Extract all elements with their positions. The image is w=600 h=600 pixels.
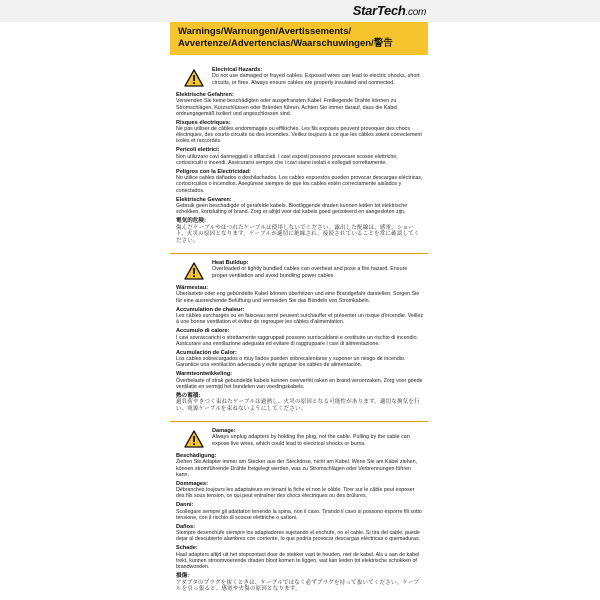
language-block [176, 453, 424, 478]
lead-text: Do not use damaged or frayed cables. Exposed wires can lead to electric shocks, short circuits, or fires. Always ensure cables are properly insulated and connected. [212, 73, 420, 86]
header-line-1: Warnings/Warnungen/Avertissements/ [178, 26, 352, 37]
language-block [176, 393, 424, 413]
block-title: Elektrische Gevaren: [176, 196, 232, 203]
top-bar [0, 0, 600, 22]
language-block [176, 545, 424, 570]
block-text: Ziehen Sie Adapter immer am Stecker aus der Steckdose, nicht am Kabel. Wenn Sie am Kabel ziehen, können stromführende Drähte freigelegt werden, was zu Stromschlägen oder Verbrennungen führen kann. [176, 459, 418, 478]
brand-logo [353, 3, 426, 18]
block-title: 電気的危険: [176, 218, 206, 225]
warning-triangle-icon [184, 69, 204, 87]
warning-section [176, 67, 424, 245]
block-text: I cavi sovraccarichi o strettamente raggruppati possono surriscaldarsi e costituire un rischio di incendio. Assicurare una ventilazione adeguata ed evitare di raggruppare i cavi di alimentazione. [176, 334, 419, 347]
lead-title: Heat Buildup: [212, 260, 249, 267]
language-block [176, 120, 424, 145]
block-title: Wärmestau: [176, 285, 209, 292]
block-text: Los cables sobrecargados o muy liados pueden sobrecalentarse y suponer un riesgo de incendio. Garantice una ventilación adecuada y evite agrupar los cables de alimentación. [176, 356, 406, 369]
block-text: Gebruik geen beschadigde of gerafelde kabels. Blootliggende draden kunnen leiden tot elektrische schokken, kortsluiting of brand. Zorg er altijd voor dat kabels goed geïsoleerd en aangesloten zijn. [176, 203, 408, 216]
block-title: 熱の蓄積: [176, 393, 201, 400]
block-text: Verwenden Sie keine beschädigten oder ausgefransten Kabel. Freiliegende Drähte können zu Stromschlägen, Kurzschlüssen oder Bränden führen. Achten Sie immer darauf, dass die Kabel ordnungsgemäß isoliert und angeschlossen sind. [176, 98, 398, 117]
block-text: アダプタのプラグを抜くときは、ケーブルではなく必ずプラグを持って抜いてください。ケーブルを引っ張ると、感電や火傷の原因となります。 [176, 579, 420, 593]
language-block [176, 218, 424, 245]
language-block [176, 169, 424, 194]
section-divider [170, 253, 428, 254]
language-block [176, 285, 424, 304]
language-block [176, 328, 424, 347]
block-title: Dommages: [176, 480, 209, 487]
warning-sheet [170, 22, 428, 600]
block-text: Ne pas utiliser de câbles endommagés ou effilochés. Les fils exposés peuvent provoquer des chocs électriques, des courts-circuits ou des incendies. Veillez toujours à ce que les câbles soient correctement isolés et raccordés. [176, 126, 422, 145]
warning-triangle-icon [184, 430, 204, 448]
brand-suffix: .com [405, 7, 426, 18]
block-text: 過負荷やきつく束ねたケーブルは過熱し、火災の原因となる可能性があります。適切な換気を行い、電源ケーブルを束ねないようにしてください。 [176, 399, 420, 413]
block-title: Accumulo di calore: [176, 328, 230, 335]
language-block [176, 307, 424, 326]
block-title: Schade: [176, 545, 198, 552]
section-divider [170, 421, 428, 422]
block-text: Débranchez toujours les adaptateurs en tenant la fiche et non le câble. Tirer sur le câble peut exposer des fils sous tension, ce qui peut entraîner des chocs électriques ou des brûlures. [176, 487, 415, 500]
block-title: Daños: [176, 523, 195, 530]
lead-title: Damage: [212, 428, 236, 435]
block-text: Scollegare sempre gli adattatori tenendo la spina, non il cavo. Tirando il cavo si possono esporre fili sotto tensione, con il rischio di scosse elettriche o ustioni. [176, 508, 422, 521]
block-text: No utilice cables dañados o deshilachados. Los cables expuestos pueden provocar descargas eléctricas, cortocircuitos o incendios. Asegúrese siempre de que los cables estén correctamente aislados y conectados. [176, 175, 423, 194]
brand-name: StarTech [352, 3, 406, 18]
block-text: Überlastete oder eng gebündelte Kabel können überhitzen und eine Brandgefahr darstellen. Sorgen Sie für eine ausreichende Belüftung und vermeiden Sie das Bündeln von Stromkabeln. [176, 291, 420, 304]
warnings-header [170, 22, 428, 55]
lead-title: Electrical Hazards: [212, 67, 263, 73]
warning-triangle-icon [184, 262, 204, 280]
language-block [176, 350, 424, 369]
language-block [176, 92, 424, 117]
warning-sections [170, 67, 428, 593]
block-text: Siempre desenchufe siempre los adaptadores sujetando el enchufe, no el cable. Si tira del cable, puede dejar al descubierto alambres con corriente, lo que podría provocar descargas eléctricas o quemaduras. [176, 530, 421, 543]
block-title: Accumulation de chaleur: [176, 306, 245, 313]
section-lead [176, 67, 424, 89]
section-lead [176, 428, 424, 450]
warning-section [176, 421, 424, 593]
block-text: Non utilizzare cavi danneggiati o sfilacciati. I cavi esposti possono provocare scosse elettriche, cortocircuiti o incendi. Assicurarsi sempre che i cavi siano isolati e collegati correttamente. [176, 153, 398, 166]
block-title: Elektrische Gefahren: [176, 92, 234, 98]
block-text: Haal adapters altijd uit het stopcontact door de stekker vast te houden, niet de kabel. Als u aan de kabel trekt, kunnen stroomvoerende draden bloot komen te liggen, wat kan leiden tot elektrische schokken of brandwonden. [176, 551, 420, 571]
language-block [176, 147, 424, 166]
block-title: Acumulación de Calor: [176, 349, 237, 356]
language-block [176, 573, 424, 593]
block-title: Danni: [176, 502, 194, 509]
block-title: Pericoli elettrici: [176, 147, 220, 154]
block-text: 傷んだケーブルやほつれたケーブルは使用しないでください。露出した配線は、感電、ショート、火災の原因となります。ケーブルが適切に絶縁され、接続されていることを常に確認してください。 [176, 224, 420, 245]
language-block [176, 197, 424, 216]
language-block [176, 371, 424, 390]
header-line-2: Avvertenze/Advertencias/Waarschuwingen/警告 [178, 38, 393, 49]
block-title: Warmteontwikkeling: [176, 371, 233, 378]
block-text: Overbelaste of strak gebundelde kabels kunnen oververhit raken en brand veroorzaken. Zorg voor goede ventilatie en vermijd het bundelen van voedingskabels. [176, 377, 423, 390]
language-block [176, 524, 424, 543]
block-title: Risques électriques: [176, 119, 231, 126]
warning-section [176, 253, 424, 413]
block-title: 損傷: [176, 573, 190, 580]
block-title: Peligros con la Electricidad: [176, 168, 251, 175]
block-text: Les câbles surchargés ou en faisceau serré peuvent surchauffer et présenter un risque d'incendie. Veillez à une bonne ventilation et évitez de regrouper les câbles d'alimentation. [176, 313, 424, 326]
block-title: Beschädigung: [176, 453, 217, 460]
language-block [176, 502, 424, 521]
language-block [176, 481, 424, 500]
lead-text: Always unplug adapters by holding the plug, not the cable. Pulling by the cable can expose live wires, which could lead to electrical shocks or burns. [212, 434, 410, 447]
lead-text: Overloaded or tightly bundled cables can overheat and pose a fire hazard. Ensure proper ventilation and avoid bundling power cables. [212, 266, 408, 279]
section-lead [176, 260, 424, 282]
